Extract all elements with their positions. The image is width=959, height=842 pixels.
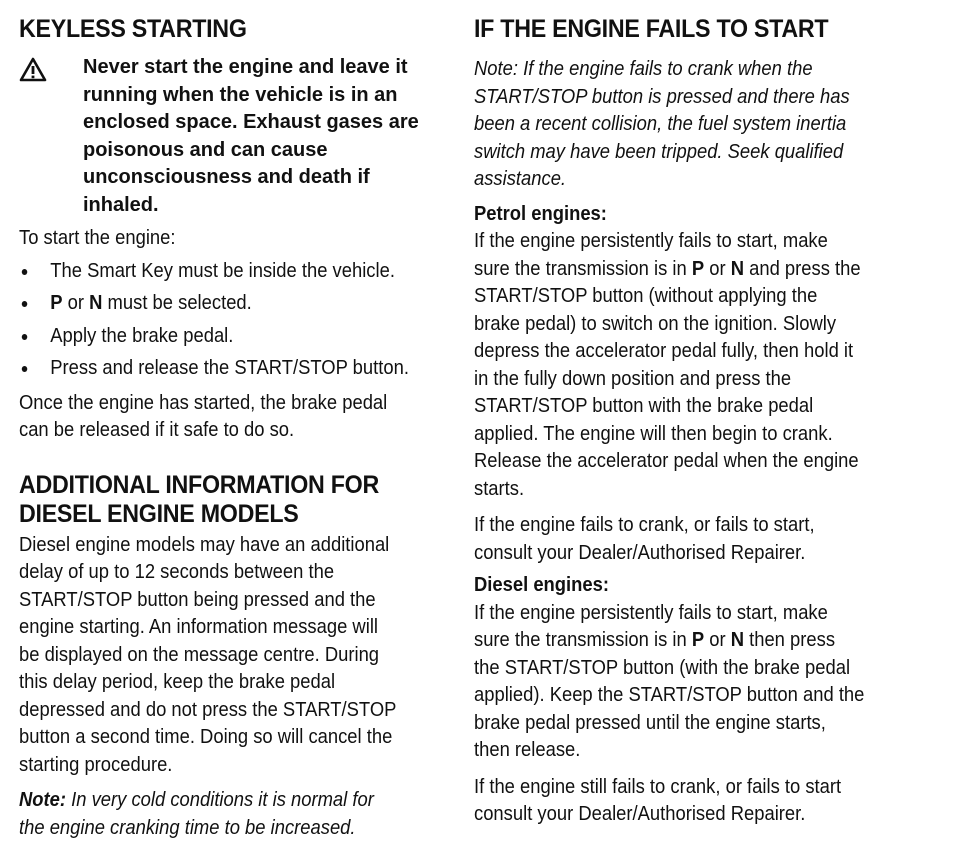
list-item xyxy=(19,323,439,351)
warning-line: Never start the engine and leave it xyxy=(83,54,439,82)
paragraph-line: the START/STOP button (with the brake pedal xyxy=(474,657,850,679)
petrol-subheading: Petrol engines: xyxy=(474,201,894,229)
paragraph-line: starts. xyxy=(474,478,524,500)
paragraph-line: Once the engine has started, the brake pedal xyxy=(19,392,387,414)
paragraph-line: If the engine persistently fails to start, make xyxy=(474,230,828,252)
to-start-label: To start the engine: xyxy=(19,225,439,253)
paragraph-line: sure the transmission is in xyxy=(474,258,692,280)
gear-p: P xyxy=(692,629,704,651)
paragraph-line: depress the accelerator pedal fully, then hold it xyxy=(474,340,853,362)
list-item xyxy=(19,355,439,383)
paragraph-line: brake pedal) to switch on the ignition. Slowly xyxy=(474,313,836,335)
petrol-paragraph xyxy=(474,228,894,503)
note-line: assistance. xyxy=(474,168,566,190)
list-item xyxy=(19,258,439,286)
paragraph-line: brake pedal pressed until the engine starts, xyxy=(474,712,826,734)
note-line: In very cold conditions it is normal for xyxy=(66,789,374,811)
diesel-info xyxy=(19,532,439,842)
step-text: The Smart Key must be inside the vehicle. xyxy=(50,260,395,282)
paragraph-line: this delay period, keep the brake pedal xyxy=(19,671,335,693)
diesel-subheading: Diesel engines: xyxy=(474,572,894,600)
paragraph-line: START/STOP button with the brake pedal xyxy=(474,395,813,417)
collision-note xyxy=(474,56,894,194)
paragraph-line: If the engine fails to crank, or fails to start, xyxy=(474,514,815,536)
paragraph-line: can be released if it safe to do so. xyxy=(19,419,294,441)
heading-keyless-starting: KEYLESS STARTING xyxy=(19,15,410,44)
note-line: switch may have been tripped. Seek qualified xyxy=(474,141,843,163)
heading-line: ADDITIONAL INFORMATION FOR xyxy=(19,471,379,499)
warning-line: running when the vehicle is in an xyxy=(83,82,439,110)
gear-n: N xyxy=(731,629,744,651)
step-text: Apply the brake pedal. xyxy=(50,325,233,347)
paragraph-line: delay of up to 12 seconds between the xyxy=(19,561,334,583)
gear-p: P xyxy=(692,258,704,280)
right-body xyxy=(474,56,894,829)
start-instructions xyxy=(19,225,439,445)
note-line: Note: If the engine fails to crank when the xyxy=(474,58,813,80)
step-text: must be selected. xyxy=(102,292,251,314)
heading-additional-info xyxy=(19,471,410,529)
paragraph-line: applied. The engine will then begin to crank. xyxy=(474,423,833,445)
warning-line: unconsciousness and death if inhaled. xyxy=(83,164,439,219)
start-steps-list xyxy=(19,258,439,383)
bullet-icon xyxy=(22,269,28,275)
paragraph-line: Diesel engine models may have an additional xyxy=(19,534,389,556)
paragraph-line: START/STOP button being pressed and the xyxy=(19,589,376,611)
paragraph-text: or xyxy=(704,258,731,280)
bullet-icon xyxy=(22,301,28,307)
warning-block xyxy=(19,54,439,219)
petrol-fail-paragraph xyxy=(474,512,894,567)
paragraph-line: depressed and do not press the START/STOP xyxy=(19,699,396,721)
bullet-icon xyxy=(22,366,28,372)
diesel-paragraph xyxy=(474,600,894,765)
paragraph-text: or xyxy=(704,629,731,651)
paragraph-line: If the engine persistently fails to start, make xyxy=(474,602,828,624)
paragraph-line: consult your Dealer/Authorised Repairer. xyxy=(474,803,805,825)
warning-line: poisonous and can cause xyxy=(83,137,439,165)
warning-triangle-icon xyxy=(19,56,47,84)
note-label: Note: xyxy=(19,789,66,811)
paragraph-line: be displayed on the message centre. During xyxy=(19,644,379,666)
paragraph-line: button a second time. Doing so will cancel the xyxy=(19,726,392,748)
paragraph-line: in the fully down position and press the xyxy=(474,368,791,390)
paragraph-line: sure the transmission is in xyxy=(474,629,692,651)
paragraph-line: Release the accelerator pedal when the engine xyxy=(474,450,859,472)
paragraph-line: starting procedure. xyxy=(19,754,172,776)
bullet-icon xyxy=(22,334,28,340)
paragraph-line: applied). Keep the START/STOP button and the xyxy=(474,684,864,706)
note-line: START/STOP button is pressed and there has xyxy=(474,86,850,108)
note-line: been a recent collision, the fuel system inertia xyxy=(474,113,846,135)
paragraph-line: then release. xyxy=(474,739,580,761)
right-column xyxy=(474,0,894,829)
left-column xyxy=(19,0,439,842)
once-started-paragraph xyxy=(19,390,439,445)
warning-text xyxy=(83,54,439,219)
diesel-paragraph xyxy=(19,532,439,780)
heading-engine-fails: IF THE ENGINE FAILS TO START xyxy=(474,15,865,44)
note-line: the engine cranking time to be increased. xyxy=(19,817,356,839)
cold-note xyxy=(19,787,439,842)
paragraph-line: If the engine still fails to crank, or fails to start xyxy=(474,776,841,798)
list-item xyxy=(19,290,439,318)
step-text: Press and release the START/STOP button. xyxy=(50,357,409,379)
paragraph-line: START/STOP button (without applying the xyxy=(474,285,817,307)
paragraph-text: and press the xyxy=(744,258,861,280)
paragraph-text: then press xyxy=(744,629,835,651)
step-text: or xyxy=(63,292,90,314)
gear-n: N xyxy=(89,292,102,314)
paragraph-line: consult your Dealer/Authorised Repairer. xyxy=(474,542,805,564)
warning-line: enclosed space. Exhaust gases are xyxy=(83,109,439,137)
diesel-fail-paragraph xyxy=(474,774,894,829)
gear-p: P xyxy=(50,292,62,314)
paragraph-line: engine starting. An information message will xyxy=(19,616,378,638)
gear-n: N xyxy=(731,258,744,280)
heading-line: DIESEL ENGINE MODELS xyxy=(19,500,298,528)
